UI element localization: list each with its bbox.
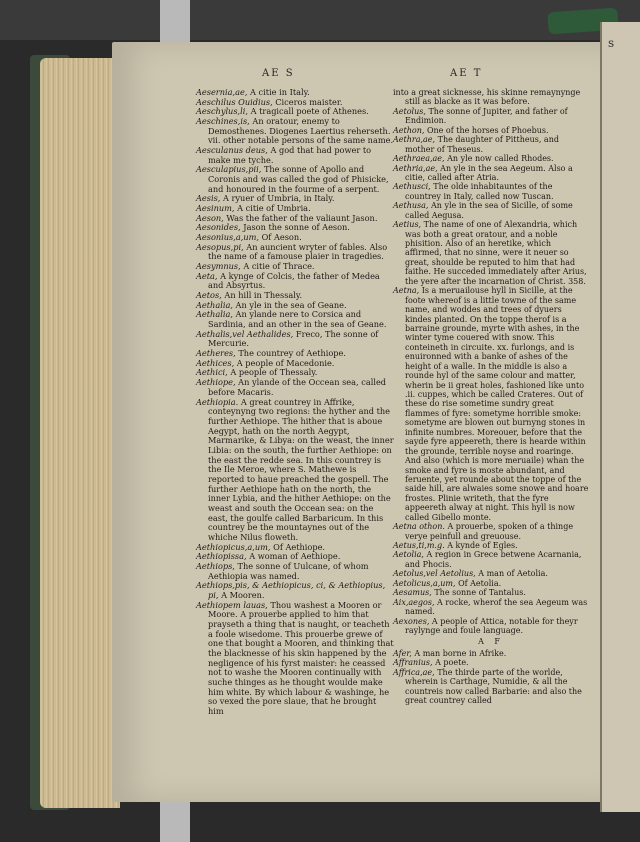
entry-definition: The thirde parte of the worlde, wherein is Carthage, Numidie, & all the countreis now called Barbarie: and also the great countrey called [405,667,582,705]
entry-definition: An auncient wryter of fables. Also the name of a famouse plaier in tragedies. [208,241,388,262]
entry-definition: Is a meruailouse hyll in Sicille, at the foote whereof is a little towne of the same name, and woddes and trees of dyuers kindes planted. On the toppe therof is a barraine grounde, myrte with ashes, in the winter tyme couered with snow. This conteineth in circuite. xx. furlongs, and is enuironned with a banke of ashes of the height of a walle. In the middle is also a rounde hyl of the same colour and matter, wherin be ii great holes, fashioned like unto .ii. cuppes, which be called Crateres. Out of these do rise sometime sundry great flammes of fyre: sometyme horrible smoke: sometyme are blowen out burnyng stones in infinite numbres. Moreouer, before that the sayde fyre appeereth, there is hearde within the grounde, terrible noyse and roaringe. And also (which is more meruaile) whan the smoke and fyre is moste abundant, and feruente, yet rounde about the toppe of the saide hill, are alwaies some snowe and hoare frostes. Plinie writeth, that the fyre appeereth alway at night. This hyll is now called Gibello monte. [405,286,589,522]
entry-headword: Aesymnus, [196,261,241,272]
entry-definition: The sonne of Apollo and Coronis and was called the god of Phisicke, and honoured in the fourme of a serpent. [208,164,389,194]
entry-headword: Aethon, [393,125,425,135]
entry-definition: An yle in the sea of Geane. [235,299,347,310]
dictionary-entry [196,562,394,581]
entry-headword: Aethra,ae, [393,135,436,145]
entry-definition: An oratour, enemy to Demosthenes. Diogenes Laertius reherseth. vii. other notable persons of the same name. [208,116,394,146]
entry-headword: Aethria,ae, [393,163,438,173]
dictionary-entry [393,649,589,658]
entry-headword: Aesopus,pi, [196,241,244,252]
entry-headword: Aethiopia. [196,396,239,407]
entry-headword: Aesonides, [196,222,241,233]
facing-page-glyph: s [608,36,615,50]
right-column [393,88,589,705]
entry-headword: Aeschylus,li, [196,106,248,117]
dictionary-entry [393,569,589,578]
entry-headword: Aetolicus,a,um, [393,578,456,588]
entry-headword: Aeta, [196,270,218,281]
entry-headword: Aesernia,ae, [196,87,248,97]
dictionary-entry [196,581,394,600]
entry-headword: Afer, [393,648,412,658]
dictionary-entry [196,146,394,165]
entry-headword: Affrica,ae, [393,667,435,677]
entry-headword: Aethiopem lauas, [196,599,268,610]
entry-headword: Aetos, [196,290,222,301]
entry-definition: Of Aeson. [261,232,302,243]
entry-definition: A tragicall poete of Athenes. [250,106,369,117]
entry-headword: Aesinum, [196,203,235,214]
entry-definition: A man of Aetolia. [478,569,548,579]
entry-headword: Aesculanus deus, [196,145,268,156]
dictionary-entry [393,182,589,201]
entry-headword: Aexones, [393,616,430,626]
entry-headword: Aethusci, [393,182,431,192]
dictionary-entry [196,117,394,146]
entry-definition: A people of Thessaly. [230,367,318,378]
dictionary-entry [393,588,589,597]
entry-definition: Was the father of the valiaunt Jason. [226,212,378,223]
dictionary-entry [393,286,589,522]
running-header-left: AE S [262,68,295,79]
dictionary-entry [393,107,589,126]
entry-headword: Aetus,ti,m.g. [393,541,445,550]
entry-definition: An yle in the sea Aegeum. Also a citie, called after Atria. [405,163,573,182]
entry-headword: Aethalia, [196,309,233,320]
entry-definition: Of Aethiope. [273,541,326,552]
dictionary-entry [393,617,589,636]
dictionary-entry [393,135,589,154]
dictionary-entry [196,378,394,397]
entry-definition: A rocke, wherof the sea Aegeum was named. [405,597,588,617]
entry-definition: A great countrey in Affrike, conteynyng two regions: the hyther and the further Aethiope. The hither that is aboue Aegypt, hath on the north Aegypt, Marmarike, & Libya: on the weast, the inner Libia: on the south, the further Aethiope: on the east the redde sea. In this countrey is the Ile Meroe, where S. Mathewe is reported to haue preached the gospell. The further Aethiope hath on the north, the inner Lybia, and the hither Aethiope: on the weast and south the Occean sea: on the east, the goulfe called Barbaricum. In this countrey be the mountaynes out of the whiche Nilus floweth. [208,396,394,542]
entry-headword: Aethici, [196,367,228,378]
left-column [196,88,394,717]
entry-definition: A citie of Umbria. [237,203,311,214]
entry-definition: An ylande nere to Corsica and Sardinia, and an other in the sea of Geane. [208,309,387,330]
dictionary-entry [393,579,589,588]
entry-headword: Aethiope, [196,377,236,388]
entry-definition: The name of one of Alexandria, which was both a great oratour, and a noble phisition. Also of an heretike, which affirmed, that no sinne, were it neuer so great, shoulde be reputed to him that had faithe. He succeded immediately after Arius, the yere after the incarnation of Christ. 358. [405,220,587,286]
entry-definition: A citie in Italy. [250,87,310,97]
entry-definition: Jason the sonne of Aeson. [243,222,350,233]
entry-definition: A kynge of Colcis, the father of Medea and Absyrtus. [208,270,380,291]
entry-definition: Of Aetolia. [458,578,502,588]
dictionary-entry [393,220,589,286]
dictionary-entry [393,201,589,220]
entry-headword: Aetna othon. [393,522,445,532]
entry-headword: Aesis, [196,193,221,204]
entry-headword: Aix,aegos, [393,597,435,607]
dictionary-entry [393,550,589,569]
dictionary-entry [393,126,589,135]
entry-headword: Aethiopissa, [196,551,247,562]
entry-definition: A kynde of Egles. [447,541,518,550]
facing-page-edge [600,22,640,812]
entry-headword: Aethiops,pis, & Aethiopicus, ci, & Aethiopius, pi, [196,580,386,600]
section-letter: A F [478,637,504,647]
dictionary-entry [196,310,394,329]
entry-definition: A Mooren. [221,589,265,600]
dictionary-entry [393,541,589,550]
entry-definition: Thou washest a Mooren or Moore. A prouerbe applied to him that prayseth a thing that is naught, or teacheth a foole wisedome. This prouerbe grewe of one that bought a Mooren, and thinking that the blacknesse of his skin happened by the negligence of his fyrst maister: he ceassed not to washe the Mooren continually with suche thinges as he thought woulde make him white. By which labour & washinge, he so vexed the pore slaue, that he brought him [208,599,394,716]
entry-headword: Aethices, [196,357,235,368]
entry-definition: An yle now called Rhodes. [447,154,554,164]
entry-headword: Aetius, [393,220,422,230]
entry-headword: Aeschilus Ouidius, [196,96,273,107]
entry-definition: The countrey of Aethiope. [238,348,346,359]
entry-definition: One of the horses of Phoebus. [426,125,549,135]
dictionary-entry [196,330,394,349]
entry-headword: Aetolus, [393,106,426,116]
dictionary-entry [196,165,394,194]
dictionary-entry [393,88,589,107]
entry-headword: Aetolus,vel Aetolius, [393,569,476,579]
entry-headword: Aetna, [393,286,420,296]
entry-definition: A man borne in Afrike. [414,648,507,658]
entry-headword: Aetolia, [393,550,424,560]
entry-headword: Aesamus, [393,588,432,598]
entry-definition: An ylande of the Occean sea, called before Macaris. [208,377,387,397]
dictionary-entry [393,658,589,667]
dictionary-entry [393,522,589,541]
entry-definition: An yle in the sea of Sicille, of some called Aegusa. [405,201,573,220]
entry-headword: Affranius, [393,658,433,668]
entry-headword: Aethusa, [393,201,429,211]
dictionary-entry [196,243,394,262]
entry-definition: An hill in Thessaly. [224,290,303,301]
entry-definition: A ryuer of Umbria, in Italy. [223,193,335,204]
entry-headword: Aetheres, [196,348,236,359]
entry-definition: Freco, The sonne of Mercurie. [208,328,379,349]
dictionary-entry [393,668,589,706]
entry-definition: A region in Grece betwene Acarnania, and Phocis. [405,550,582,569]
entry-headword: Aethiopicus,a,um, [196,541,271,552]
entry-headword: Aethalis,vel Aethalides, [196,328,294,339]
entry-definition: A people of Attica, notable for theyr raylynge and foule language. [405,616,578,635]
entry-definition: A citie of Thrace. [243,261,315,272]
background-top [0,0,640,40]
entry-definition: The sonne of Tantalus. [434,588,526,598]
entry-headword: Aeschines,is, [196,116,250,127]
entry-headword: Aethalia, [196,299,233,310]
entry-definition: A prouerbe, spoken of a thinge verye peinfull and greuouse. [405,522,574,541]
entry-definition: A woman of Aethiope. [249,551,341,562]
entry-definition: A god that had power to make me tyche. [208,145,372,165]
entry-definition: The daughter of Pittheus, and mother of Theseus. [405,135,559,154]
running-header-right: AE T [450,68,483,79]
entry-definition: A people of Macedonie. [236,357,335,368]
dictionary-entry [196,272,394,291]
entry-definition: Ciceros maister. [275,96,343,107]
entry-definition: into a great sicknesse, his skinne remaynynge still as blacke as it was before. [393,88,581,107]
entry-headword: Aesonius,a,um, [196,232,259,243]
dictionary-entry [196,601,394,717]
entry-headword: Aesculapius,pii, [196,164,262,175]
entry-headword: Aethiops, [196,560,235,571]
dictionary-entry [393,598,589,617]
entry-headword: Aeson, [196,212,224,223]
entry-definition: The olde inhabitauntes of the countrey in Italy, called now Tuscan. [405,182,554,201]
entry-definition: The sonne of Jupiter, and father of Endimion. [405,106,568,126]
dictionary-entry [393,164,589,183]
dictionary-entry [196,398,394,543]
entry-headword: Aethraea,ae, [393,154,445,164]
page-edges [40,58,120,808]
dictionary-entry [393,154,589,163]
entry-definition: A poete. [435,658,469,668]
entry-definition: The sonne of Uulcane, of whom Aethiopia was named. [208,560,369,581]
